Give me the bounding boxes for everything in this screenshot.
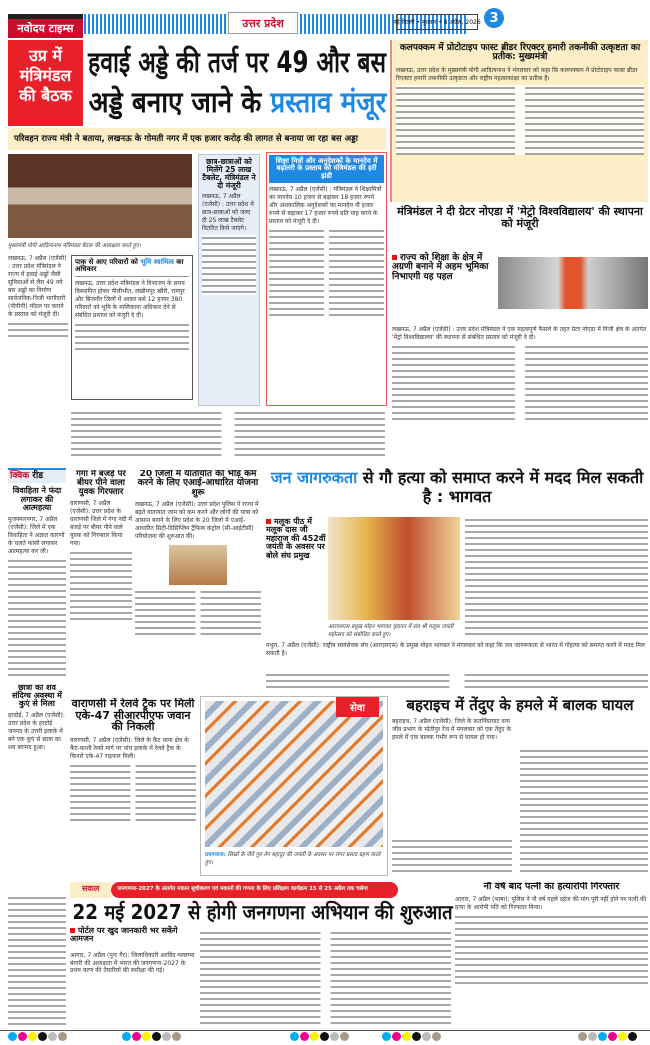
metro-photo: [498, 257, 648, 309]
lead-article-text: लखनऊ, 7 अप्रैल (एजेंसी) : उत्तर प्रदेश मंत्रिमंडल ने राज्य में हवाई अड्डों जैसी सुविधाओं से लैस 49 नये बस अड्डों का निर्माण सार्वजनिक-निजी भागीदारी (पीपीपी) मॉडल पर कराने के प्रस्ताव को मंजूरी दी।: [8, 255, 67, 318]
quick-read-continuation: [8, 895, 66, 1025]
quick-read-text: मुजफ्फरनगर, 7 अप्रैल (एजेंसी): जिले में एक विवाहिता ने अज्ञात कारणों के चलते फांसी लगाकर आत्महत्या कर ली।: [8, 515, 65, 555]
census-headline-wrap: [72, 900, 452, 924]
cabinet-meeting-photo: [8, 154, 192, 238]
section-label: उत्तर प्रदेश: [228, 12, 298, 34]
kalpakkam-box: [390, 40, 648, 202]
lead-continuation-text: [71, 410, 385, 460]
pak-text: लखनऊ, उत्तर प्रदेश मंत्रिमंडल ने विभाजन के समय विस्थापित होकर पीलीभीत, लखीमपुर खीरी, रामपुर और बिजनौर जिलों में आकर बसे 12 हजार 380 परिवारों को भूमि के मालिकाना अधिकार देने से संबंधित प्रस्ताव को मंजूरी दे दी।: [75, 279, 185, 319]
lead-article: [8, 255, 68, 463]
quick-read-headline[interactable]: छात्रा का शव संदिग्ध अवस्था में कुएं से मिला: [12, 682, 62, 709]
census-text: आगरा, 7 अप्रैल (पुनः गैर): जिलाधिकारी अरविंद मल्लप्पा बंगारी की अध्यक्षता में भारत की जनगणना-2027 के प्रथम चरण की तैयारियों की समीक्षा की गई।: [70, 952, 195, 974]
quick-read-label: क्विक रीड: [8, 468, 66, 483]
lead-headline-highlight: प्रस्ताव मंजूर: [269, 85, 386, 119]
metro-univ-bullet: राज्य को शिक्षा के क्षेत्र में अग्रणी बनाने में अहम भूमिका निभाएगी यह पहल: [392, 253, 489, 282]
ganga-article: [70, 470, 132, 692]
caption-label: प्रयागराज:: [205, 852, 226, 858]
pak-headline[interactable]: पाक से आए परिवारों को भूमि स्वामित्व का अधिकार: [75, 259, 189, 277]
seva-caption: सिखों के नौवें गुरु तेग बहादुर की जयंती के अवसर पर लंगर प्रसाद ग्रहण करते हुए।: [205, 852, 381, 866]
census-label: सवाल: [70, 882, 111, 898]
kalpakkam-headline[interactable]: कलपक्कम में प्रोटोटाइप फास्ट ब्रीडर रिएक्टर हमारी तकनीकी उत्कृष्टता का प्रतीक: मुख्यमंत्री: [399, 43, 641, 63]
photo-caption: मुख्यमंत्री योगी आदित्यनाथ मंत्रिमंडल बैठक की अध्यक्षता करते हुए।: [8, 243, 141, 249]
tablet-text: लखनऊ, 7 अप्रैल (एजेंसी) : उत्तर प्रदेश में छात्र-छात्राओं को जल्द ही 25 लाख टैबलेट वितरित किये जाएंगे।: [202, 192, 254, 232]
murder-text: आगरा, 7 अप्रैल (भाषा): पुलिस ने नौ वर्ष पहले दहेज की मांग पूरी नहीं होने पर पत्नी की हत्या के आरोपी पति को गिरफ्तार किया।: [455, 895, 647, 911]
tablet-sidebox: [198, 154, 260, 406]
dateline: नई दिल्ली • बुधवार • 8 अप्रैल, 2026: [396, 14, 478, 30]
murder-headline[interactable]: नौ वर्ष बाद पत्नी का हत्यारोपी गिरफ्तार: [483, 882, 620, 892]
ai-traffic-headline[interactable]: 20 जिलों में यातायात की भीड़ कम करने के लिए एआई-आधारित योजना शुरू: [137, 470, 259, 498]
shiksha-box: [266, 152, 387, 406]
bhagwat-text: मथुरा, 7 अप्रैल (एजेंसी): राष्ट्रीय स्वयंसेवक संघ (आरएसएस) के प्रमुख मोहन भागवत ने मंगलवार को कहा कि जन जागरूकता से भारत में गोहत्या को समाप्त करने में मदद मिल सकती है।: [266, 642, 645, 657]
census-banner-text: जनगणना-2027 के अंतर्गत मकान सूचीकरण एवं मकानों की गणना के लिए प्रशिक्षण कार्यक्रम 15 से 25 अप्रैल तक चलेगा: [111, 882, 398, 898]
census-bullet: पोर्टल पर खुद जानकारी भर सकेंगे आमजन: [70, 926, 178, 944]
color-dots: [8, 1026, 68, 1045]
varanasi-text: वाराणसी, 7 अप्रैल (एजेंसी): जिले के कैंट थाना क्षेत्र के कैंट-काशी रेलवे मार्ग पर पांच इलाके में रेलवे ट्रैक के किनारे एके-47 राइफल मिली।: [70, 736, 189, 760]
metro-univ-headline[interactable]: मंत्रिमंडल ने दी ग्रेटर नोएडा में 'मेट्रो विश्वविद्यालय' की स्थापना को मंजूरी: [397, 205, 643, 230]
brand-name: नवोदय टाइम्स: [17, 22, 74, 35]
varanasi-article: [70, 698, 196, 878]
bhagwat-continuation: [266, 672, 648, 690]
kalpakkam-text: लखनऊ, उत्तर प्रदेश के मुख्यमंत्री योगी आदित्यनाथ ने मंगलवार को कहा कि कलपक्कम में प्रोटोटाइप फास्ट ब्रीडर रिएक्टर हमारी तकनीकी उत्कृष्टता और राष्ट्रीय महत्वाकांक्षा का प्रतीक है।: [396, 66, 638, 82]
ai-traffic-article: [135, 470, 261, 690]
shiksha-text: लखनऊ, 7 अप्रैल (एजेंसी) : मंत्रिमंडल ने शिक्षामित्रों का मानदेय 10 हजार से बढ़ाकर 18 हजार रुपये और अंशकालिक अनुदेशकों का मानदेय नौ हजार रुपये से बढ़ाकर 17 हजार रुपये प्रति माह करने के प्रस्ताव को मंजूरी दे दी।: [269, 186, 382, 226]
color-dots: [122, 1026, 182, 1045]
ganga-text: वाराणसी, 7 अप्रैल (एजेंसी): उत्तर प्रदेश के वाराणसी जिले में गंगा नदी में बजड़े पर बीयर पीने वाले युवक को गिरफ्तार किया गया।: [70, 499, 132, 547]
murder-article: [455, 882, 648, 1027]
bahraich-article: [392, 698, 648, 876]
bhagwat-headline[interactable]: जन जागरुकता से गौ हत्या को समाप्त करने में मदद मिल सकती है : भागवत: [270, 468, 644, 507]
lead-headline-line1: हवाई अड्डे की तर्ज पर 49 और बस: [88, 45, 387, 79]
metro-text: लखनऊ, 7 अप्रैल (एजेंसी) : उत्तर प्रदेश मंत्रिमंडल ने एक महत्वपूर्ण फैसले के तहत ग्रेटर नोएडा में निजी क्षेत्र के अंतर्गत 'मेट्रो विश्वविद्यालय' की स्थापना से संबंधित प्रस्ताव को मंजूरी दे दी।: [392, 326, 647, 341]
metro-article: [392, 326, 648, 464]
page-number: 3: [484, 8, 504, 28]
seva-photo-box: [200, 696, 388, 876]
quick-read-headline[interactable]: विवाहिता ने फंदा लगाकर की आत्महत्या: [12, 486, 62, 513]
langar-photo: [205, 701, 383, 847]
quick-read-text: हरदोई, 7 अप्रैल (एजेंसी): उत्तर प्रदेश के हरदोई जनपद के उत्तरी इलाके में बने एक कुएं से छात्रा का शव बरामद हुआ।: [8, 711, 65, 751]
tablet-headline[interactable]: छात्र-छात्राओं को मिलेंगे 25 लाख टैबलेट, मंत्रिमंडल ने दी मंजूरी: [202, 157, 256, 190]
bahraich-headline[interactable]: बहराइच में तेंदुए के हमले में बालक घायल: [406, 696, 634, 714]
traffic-photo: [169, 545, 227, 585]
quick-read: [8, 468, 66, 880]
masthead: [0, 0, 650, 42]
color-dots: [578, 1026, 638, 1045]
census-banner: [70, 882, 398, 898]
varanasi-headline[interactable]: वाराणसी में रेलवे ट्रैक पर मिली एके-47 सीआरपीएफ जवान की निकली: [71, 698, 195, 734]
bhagwat-article: [266, 642, 648, 692]
bhagwat-bullet: मलूक पीठ में मलूक दास जी महाराज की 452वीं जयंती के अवसर पर बोले संघ प्रमुख: [266, 517, 326, 560]
bhagwat-right-column: [465, 517, 648, 635]
lead-headline[interactable]: [88, 42, 386, 126]
pak-families-box: [71, 255, 193, 400]
bhagwat-photo: [328, 517, 460, 620]
lead-subheadline: परिवहन राज्य मंत्री ने बताया, लखनऊ के गोमती नगर में एक हजार करोड़ की लागत से बनाया जा रहा बस अड्डा: [8, 128, 386, 150]
census-headline[interactable]: 22 मई 2027 से होगी जनगणना अभियान की शुरुआत: [72, 900, 453, 924]
color-dots: [290, 1026, 350, 1045]
brand-logo[interactable]: [8, 14, 83, 38]
bahraich-text: बहराइच, 7 अप्रैल (एजेंसी): जिले के कतर्नियाघाट वन्य जीव प्रभाग के मोतीपुर रेंज में मंगलवार को एक तेंदुए के हमले में एक बालक गंभीर रूप से घायल हो गया।: [392, 717, 512, 741]
census-columns: [200, 930, 451, 1026]
seva-tag: सेवा: [336, 697, 379, 717]
color-dots: [382, 1026, 442, 1045]
lead-kicker: उप्र में मंत्रिमंडल की बैठक: [8, 40, 83, 126]
census-article: [70, 952, 195, 1026]
ai-traffic-text: लखनऊ, 7 अप्रैल (एजेंसी): उत्तर प्रदेश पुलिस ने राज्य में बढ़ते यातायात जाम को कम करने और लोगों की यात्रा को आसान बनाने के लिए प्रदेश के 20 जिलों में एआई-आधारित सिटी-डिसिप्लिन ट्रैफिक कंट्रोल (सी-आईटीसी) परियोजना की शुरुआत की।: [135, 501, 259, 541]
lead-headline-line2: अड्डे बनाए जाने के: [88, 85, 270, 119]
shiksha-headline[interactable]: शिक्षा मित्रों और अनुदेशकों के मानदेय में बढ़ोतरी के प्रस्ताव को मंत्रिमंडल की हरी झंडी: [269, 155, 384, 183]
ganga-headline[interactable]: गंगा में बजड़े पर बीयर पीने वाला युवक गिरफ्तार: [76, 470, 126, 497]
registration-marks: [0, 1030, 650, 1043]
bhagwat-photo-caption: आरएसएस प्रमुख मोहन भागवत वृंदावन में संत श्री मलूक जयंती महोत्सव को संबोधित करते हुए।: [328, 624, 454, 638]
